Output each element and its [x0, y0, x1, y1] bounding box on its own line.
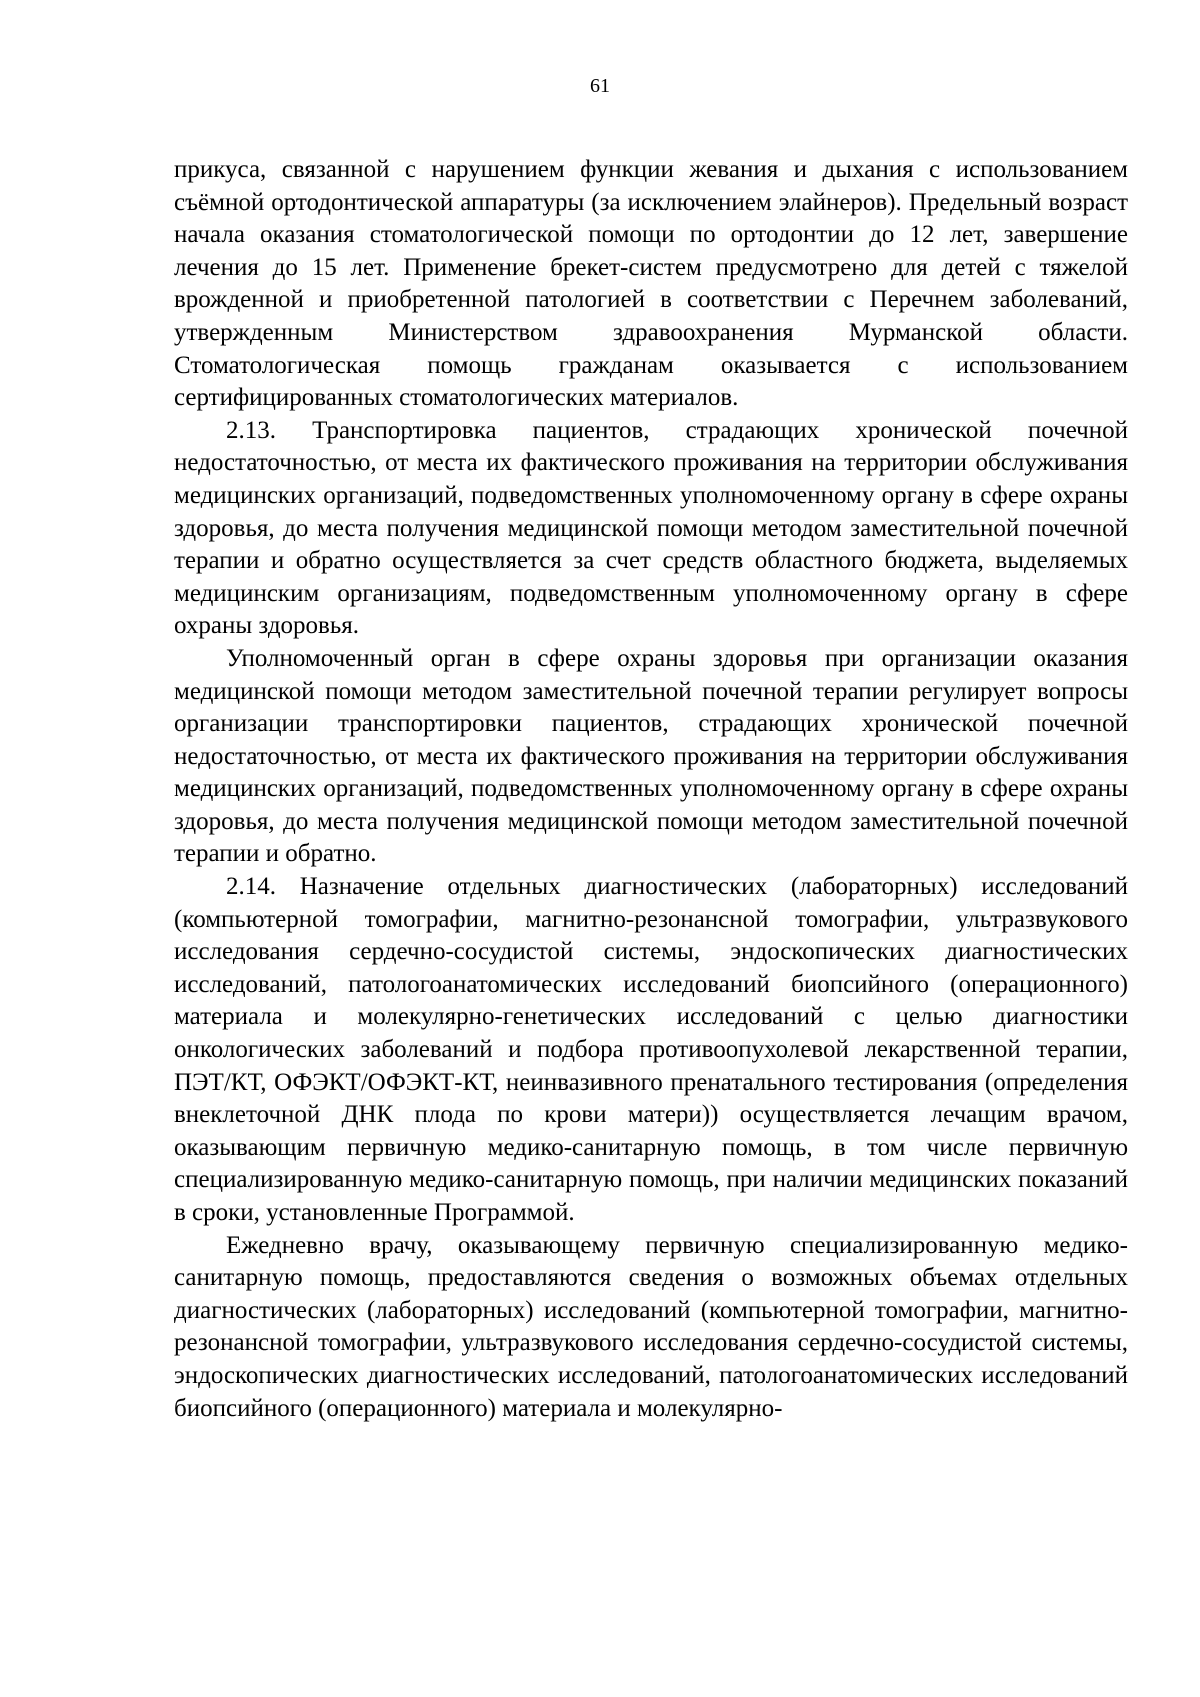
paragraph-orthodontic-care: прикуса, связанной с нарушением функции жевания и дыхания с использованием съёмной ортодонтической аппаратуры (за исключением элайнеров). Предельный возраст начала оказания стоматологической помощи по ортодонтии до 12 лет, завершение лечения до 15 лет. Применение брекет-систем предусмотрено для детей с тяжелой врожденной и приобретенной патологией в соответствии с Перечнем заболеваний, утвержденным Министерством здравоохранения Мурманской области. Стоматологическая помощь гражданам оказывается с использованием сертифицированных стоматологических материалов.: [174, 156, 1128, 412]
paragraph-2-13-transportation: 2.13. Транспортировка пациентов, страдающих хронической почечной недостаточностью, от места их фактического проживания на территории обслуживания медицинских организаций, подведомственных уполномоченному органу в сфере охраны здоровья, до места получения медицинской помощи методом заместительной почечной терапии и обратно осуществляется за счет средств областного бюджета, выделяемых медицинским организациям, подведомственным уполномоченному органу в сфере охраны здоровья.: [174, 416, 1128, 640]
page-number: 61: [590, 75, 610, 97]
paragraph-2-14-diagnostics: 2.14. Назначение отдельных диагностических (лабораторных) исследований (компьютерной томографии, магнитно-резонансной томографии, ультразвукового исследования сердечно-сосудистой системы, эндоскопических диагностических исследований, патологоанатомических исследований биопсийного (операционного) материала и молекулярно-генетических исследований с целью диагностики онкологических заболеваний и подбора противоопухолевой лекарственной терапии, ПЭТ/КТ, ОФЭКТ/ОФЭКТ-КТ, неинвазивного пренатального тестирования (определения внеклеточной ДНК плода по крови матери)) осуществляется лечащим врачом, оказывающим первичную медико-санитарную помощь, в том числе первичную специализированную медико-санитарную помощь, при наличии медицинских показаний в сроки, установленные Программой.: [174, 873, 1128, 1226]
document-body: [174, 154, 1128, 1425]
paragraph-daily-information: Ежедневно врачу, оказывающему первичную специализированную медико-санитарную помощь, предоставляются сведения о возможных объемах отдельных диагностических (лабораторных) исследований (компьютерной томографии, магнитно-резонансной томографии, ультразвукового исследования сердечно-сосудистой системы, эндоскопических диагностических исследований, патологоанатомических исследований биопсийного (операционного) материала и молекулярно-: [174, 1231, 1128, 1422]
paragraph-authorized-body: Уполномоченный орган в сфере охраны здоровья при организации оказания медицинской помощи методом заместительной почечной терапии регулирует вопросы организации транспортировки пациентов, страдающих хронической почечной недостаточностью, от места их фактического проживания на территории обслуживания медицинских организаций, подведомственных уполномоченному органу в сфере охраны здоровья, до места получения медицинской помощи методом заместительной почечной терапии и обратно.: [174, 644, 1128, 868]
